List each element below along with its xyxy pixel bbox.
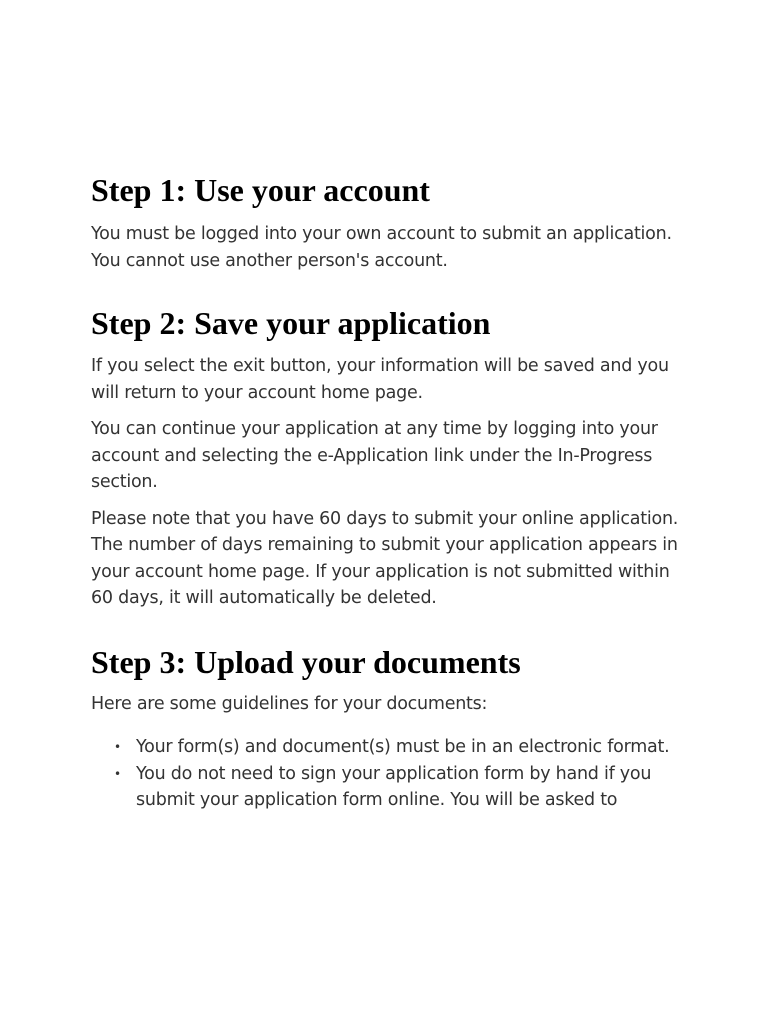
step-2-paragraph-continue: You can continue your application at any time by logging into your account and selecting the e-Application link under the In-Progress section.: [91, 419, 658, 492]
bullet-icon: •: [114, 740, 121, 754]
list-item-text: Your form(s) and document(s) must be in an electronic format.: [136, 737, 670, 757]
step-3-section: [91, 643, 691, 814]
step-2-paragraph-exit: If you select the exit button, your information will be saved and you will return to your account home page.: [91, 356, 669, 403]
step-1-heading: Step 1: Use your account: [91, 172, 430, 208]
bullet-icon: •: [114, 766, 121, 781]
step-3-intro: Here are some guidelines for your documents:: [91, 693, 488, 714]
guidelines-list: [91, 734, 691, 814]
step-1-paragraph: You must be logged into your own account to submit an application. You cannot use another person's account.: [91, 224, 672, 271]
step-1-section: [91, 171, 691, 274]
step-3-heading: Step 3: Upload your documents: [91, 643, 521, 680]
step-2-section: [91, 304, 691, 612]
step-2-heading: Step 2: Save your application: [91, 305, 491, 341]
list-item: [114, 761, 691, 814]
list-item: [114, 734, 691, 761]
step-2-paragraph-deadline: Please note that you have 60 days to submit your online application. The number of days remaining to submit your application appears in your account home page. If your application is not submitted within 60 days, it will automatically be deleted.: [91, 508, 679, 608]
list-item-text: You do not need to sign your application form by hand if you submit your application form online. You will be asked to: [136, 763, 652, 810]
instructions-content: [91, 171, 691, 814]
